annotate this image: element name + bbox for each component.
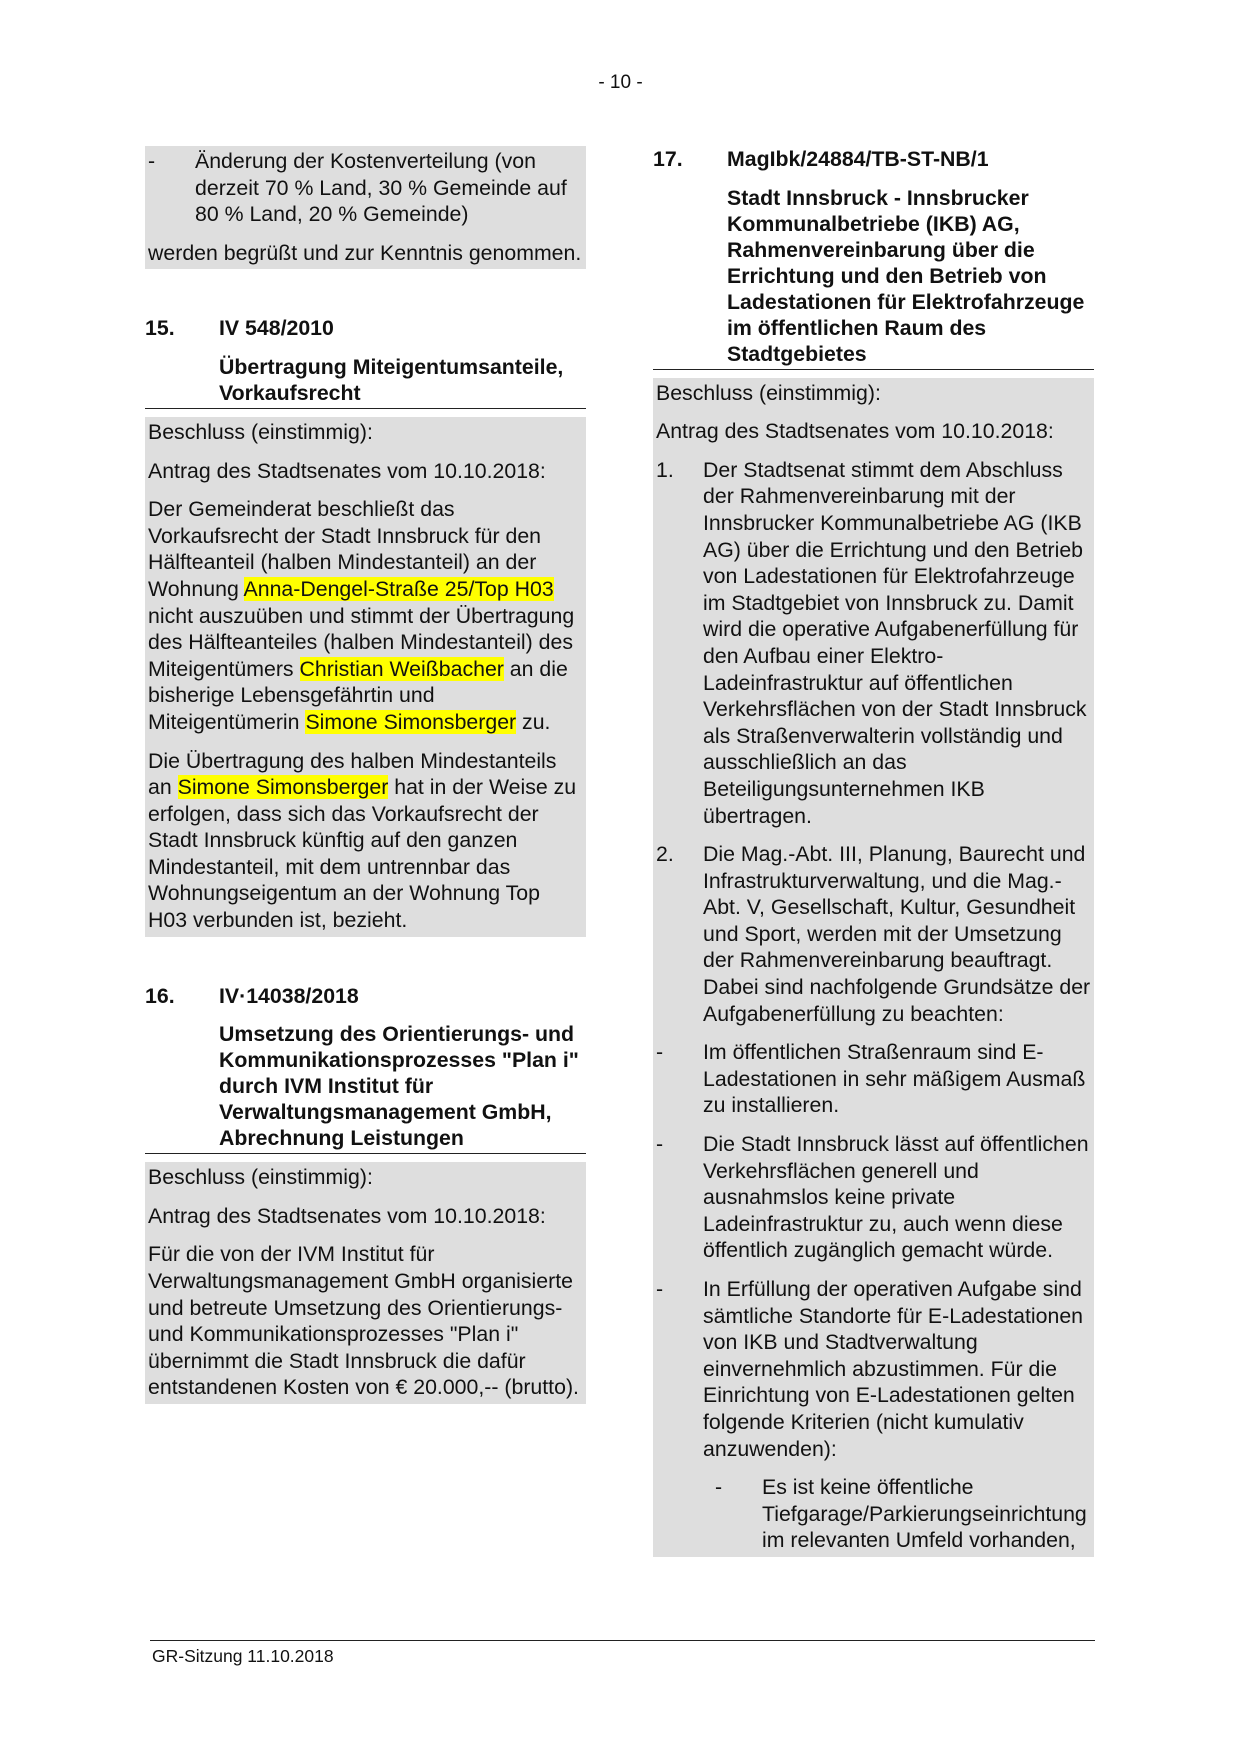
decision-block-16 — [145, 1162, 586, 1404]
numbered-point — [656, 841, 1091, 1027]
decision-block-15 — [145, 417, 586, 937]
point-text: Die Mag.-Abt. III, Planung, Baurecht und Infrastrukturverwaltung, und die Mag.-Abt. V, Gesellschaft, Kultur, Gesundheit und Sport, werden mit der Umsetzung der Rahmenvereinbarung beauftragt. Dabei sind nachfolgende Grundsätze der Aufgabenerfüllung zu beachten: — [703, 842, 1091, 1026]
item-title: Stadt Innsbruck - Innsbrucker Kommunalbetriebe (IKB) AG, Rahmenvereinbarung über die Errichtung und den Betrieb von Ladestationen für Elektrofahrzeuge im öffentlichen Raum des Stadtgebietes — [653, 185, 1094, 370]
agenda-head — [145, 315, 586, 342]
page-number: - 10 - — [598, 72, 643, 93]
dash-item — [656, 1131, 1091, 1264]
antrag-label: Antrag des Stadtsenates vom 10.10.2018: — [148, 458, 546, 483]
dash-marker: - — [715, 1475, 723, 1500]
dash-marker: - — [656, 1277, 664, 1301]
text-run: nicht auszuüben und stimmt der Übertragung des Hälfteanteiles (halben Mindestanteil) des Miteigentümers — [148, 603, 575, 681]
dash-text: Die Stadt Innsbruck lässt auf öffentlichen Verkehrsflächen generell und ausnahmslos keine private Ladeinfrastruktur zu, auch wenn diese öffentlich zugänglich gemacht würde. — [703, 1132, 1089, 1263]
decision-block-17 — [653, 378, 1094, 1557]
dash-item — [656, 1039, 1091, 1119]
beschluss-label: Beschluss (einstimmig): — [148, 1165, 373, 1190]
dash-item — [656, 1276, 1091, 1462]
item-title: Übertragung Miteigentumsanteile, Vorkaufsrecht — [145, 354, 586, 409]
point-marker: 1. — [656, 457, 674, 482]
agenda-head — [653, 146, 1094, 173]
right-column — [653, 146, 1094, 1557]
beschluss-label: Beschluss (einstimmig): — [656, 380, 881, 405]
text-run: Der Gemeinderat beschließt das Vorkaufsrecht der Stadt Innsbruck für den Hälfteanteil (halben Mindestanteil) an der Wohnung — [148, 497, 542, 601]
text-run: an die bisherige Lebensgefährtin und Miteigentümerin — [148, 656, 568, 734]
point-marker: 2. — [656, 842, 674, 867]
item-title: Umsetzung des Orientierungs- und Kommunikationsprozesses "Plan i" durch IVM Institut für Verwaltungsmanagement GmbH, Abrechnung Leistungen — [145, 1021, 586, 1154]
dash-text: Änderung der Kostenverteilung (von derzeit 70 % Land, 30 % Gemeinde auf 80 % Land, 20 % Gemeinde) — [195, 149, 567, 227]
text-run: hat in der Weise zu erfolgen, dass sich das Vorkaufsrecht der Stadt Innsbruck künftig auf den ganzen Mindestanteil, mit dem untrennbar das Wohnungseigentum an der Wohnung Top H03 verbunden ist, bezieht. — [148, 775, 577, 933]
dash-text: Es ist keine öffentliche Tiefgarage/Parkierungseinrichtung im relevanten Umfeld vorhanden, — [762, 1475, 1087, 1553]
dash-marker: - — [656, 1040, 664, 1065]
footer-text: GR-Sitzung 11.10.2018 — [152, 1646, 334, 1666]
text-run: Die Übertragung des halben Mindestanteils an — [148, 748, 557, 800]
antrag-label: Antrag des Stadtsenates vom 10.10.2018: — [656, 419, 1054, 444]
agenda-head — [145, 983, 586, 1010]
decision-paragraph — [148, 748, 583, 934]
item-number: 15. — [145, 316, 175, 341]
antrag-label: Antrag des Stadtsenates vom 10.10.2018: — [148, 1203, 546, 1228]
item-number: 17. — [653, 147, 683, 171]
decision-paragraph — [148, 496, 583, 735]
dash-text: Im öffentlichen Straßenraum sind E-Ladestationen in sehr mäßigem Ausmaß zu installieren. — [703, 1040, 1086, 1118]
beschluss-label: Beschluss (einstimmig): — [148, 419, 373, 444]
dash-text: In Erfüllung der operativen Aufgabe sind sämtliche Standorte für E-Ladestationen von IKB und Stadtverwaltung einvernehmlich abzustimmen. Für die Einrichtung von E-Ladestationen gelten folgende Kriterien (nicht kumulativ anzuwenden): — [703, 1277, 1084, 1461]
dash-item — [148, 148, 583, 228]
text-run: zu. — [516, 709, 551, 734]
agenda-item-16 — [145, 983, 586, 1155]
dash-marker: - — [148, 149, 156, 173]
left-column — [145, 146, 586, 1404]
highlighted-name: Christian Weißbacher — [299, 656, 504, 681]
item-number: 16. — [145, 983, 175, 1008]
highlighted-name: Simone Simonsberger — [177, 775, 389, 800]
highlighted-name: Simone Simonsberger — [305, 709, 517, 734]
carryover-closing: werden begrüßt und zur Kenntnis genommen. — [148, 240, 582, 265]
numbered-point — [656, 457, 1091, 829]
highlighted-address: Anna-Dengel-Straße 25/Top H03 — [243, 576, 554, 601]
decision-paragraph: Für die von der IVM Institut für Verwaltungsmanagement GmbH organisierte und betreute Umsetzung des Orientierungs- und Kommunikationsprozesses "Plan i" übernimmt die Stadt Innsbruck die dafür entstandenen Kosten von € 20.000,-- (brutto). — [148, 1242, 579, 1400]
item-reference: MagIbk/24884/TB-ST-NB/1 — [727, 147, 989, 171]
item-reference: IV·14038/2018 — [219, 983, 359, 1008]
sub-dash-item — [656, 1474, 1091, 1554]
point-text: Der Stadtsenat stimmt dem Abschluss der Rahmenvereinbarung mit der Innsbrucker Kommunalbetriebe AG (IKB AG) über die Errichtung und den Betrieb von Ladestationen für Elektrofahrzeuge im Stadtgebiet von Innsbruck zu. Damit wird die operative Aufgabenerfüllung für den Aufbau einer Elektro-Ladeinfrastruktur auf öffentlichen Verkehrsflächen von der Stadt Innsbruck als Straßenverwalterin vollständig und ausschließlich an das Beteiligungsunternehmen IKB übertragen. — [703, 457, 1087, 828]
dash-marker: - — [656, 1132, 664, 1157]
footer-divider — [150, 1640, 1095, 1641]
item-reference: IV 548/2010 — [219, 316, 334, 341]
agenda-item-17 — [653, 146, 1094, 370]
agenda-item-15 — [145, 315, 586, 409]
carryover-block — [145, 146, 586, 269]
